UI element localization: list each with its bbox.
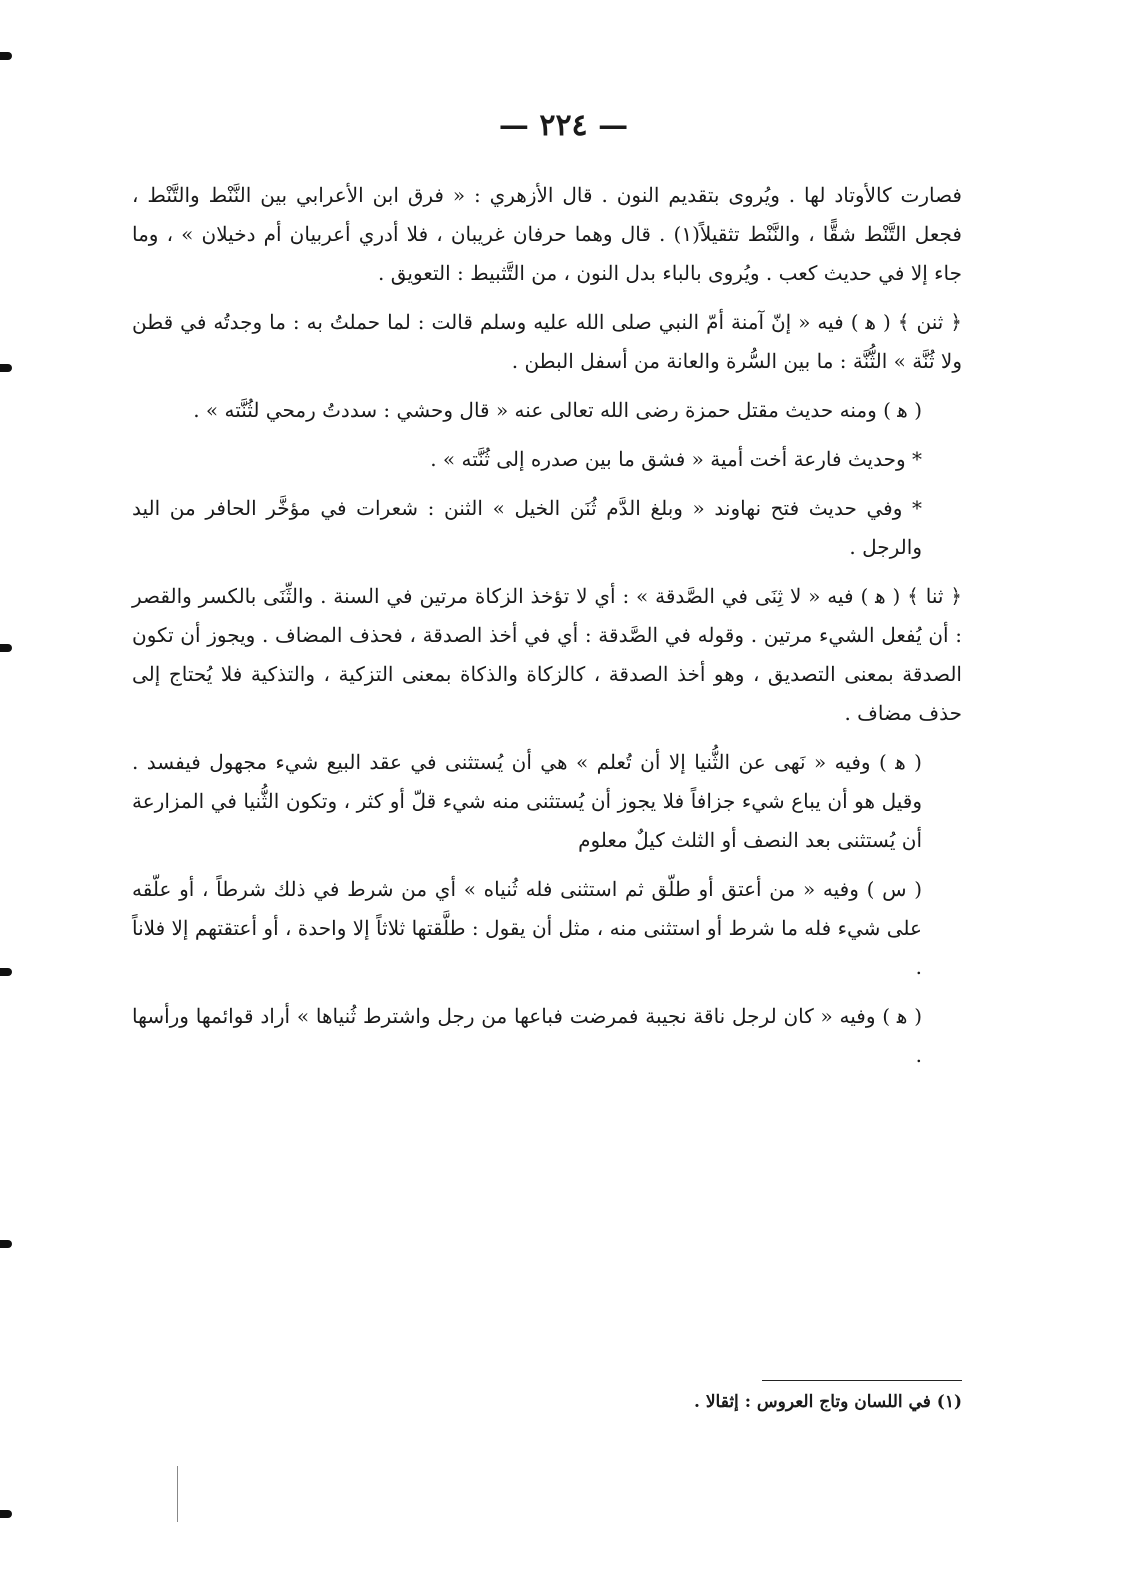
page-number: — ٢٢٤ — bbox=[498, 108, 629, 143]
footnote: (١) في اللسان وتاج العروس : إثقالا . bbox=[694, 1392, 962, 1412]
paragraph: * وحديث فارعة أخت أمية « فشق ما بين صدره إلى ثُنَّته » . bbox=[430, 447, 922, 471]
paragraph: ( ﻫ ) وفيه « كان لرجل ناقة نجيبة فمرضت فباعها من رجل واشترط ثُنياها » أراد قوائمها ورأسها . bbox=[132, 1004, 922, 1067]
footnote-divider bbox=[762, 1380, 962, 1381]
scan-edge-mark bbox=[0, 1240, 12, 1248]
scan-edge-mark bbox=[0, 644, 12, 652]
paragraph: ( ﻫ ) ومنه حديث مقتل حمزة رضى الله تعالى عنه « قال وحشي : سددتُ رمحي لثُنَّته » . bbox=[193, 398, 922, 422]
paragraph: ﴿ ثنا ﴾ ( ﻫ ) فيه « لا ثِنَى في الصَّدقة » : أي لا تؤخذ الزكاة مرتين في السنة . والثِّنَى بالكسر والقصر : أن يُفعل الشيء مرتين . وقوله في الصَّدقة : أي في أخذ الصدقة ، فحذف المضاف . ويجوز أن تكون الصدقة بمعنى التصديق ، وهو أخذ الصدقة ، كالزكاة والذكاة بمعنى التزكية ، والتذكية فلا يُحتاج إلى حذف مضاف . bbox=[132, 584, 962, 725]
scan-gutter-line bbox=[177, 1466, 178, 1522]
scan-edge-mark bbox=[0, 364, 12, 372]
scan-edge-mark bbox=[0, 52, 12, 60]
paragraph: * وفي حديث فتح نهاوند « وبلغ الدَّم ثُنَن الخيل » الثنن : شعرات في مؤخَّر الحافر من اليد والرجل . bbox=[132, 496, 922, 559]
paragraph: فصارت كالأوتاد لها . ويُروى بتقديم النون . قال الأزهري : « فرق ابن الأعرابي بين النَّنْط والتَّنْط ، فجعل التَّنْط شقًّا ، والنَّنْط تثقيلاً(١) . قال وهما حرفان غريبان ، فلا أدري أعربيان أم دخيلان » ، وما جاء إلا في حديث كعب . ويُروى بالباء بدل النون ، من التَّثبيط : التعويق . bbox=[132, 183, 962, 285]
scan-edge-mark bbox=[0, 1510, 12, 1518]
paragraph: ( ﻫ ) وفيه « نَهى عن الثُّنيا إلا أن تُعلم » هي أن يُستثنى في عقد البيع شيء مجهول فيفسد . وقيل هو أن يباع شيء جزافاً فلا يجوز أن يُستثنى منه شيء قلّ أو كثر ، وتكون الثُّنيا في المزارعة أن يُستثنى بعد النصف أو الثلث كيلٌ معلوم bbox=[132, 750, 922, 852]
paragraph: ﴿ ثنن ﴾ ( ﻫ ) فيه « إنّ آمنة أمّ النبي صلى الله عليه وسلم قالت : لما حملتُ به : ما وجدتُه في قطن ولا ثُنَّة » الثُّنَّة : ما بين السُّرة والعانة من أسفل البطن . bbox=[132, 310, 962, 373]
main-text bbox=[132, 176, 962, 1085]
paragraph: ( س ) وفيه « من أعتق أو طلّق ثم استثنى فله ثُنياه » أي من شرط في ذلك شرطاً ، أو علّقه على شيء فله ما شرط أو استثنى منه ، مثل أن يقول : طلَّقتها ثلاثاً إلا واحدة ، أو أعتقتهم إلا فلاناً . bbox=[132, 877, 922, 979]
scan-edge-mark bbox=[0, 968, 12, 976]
